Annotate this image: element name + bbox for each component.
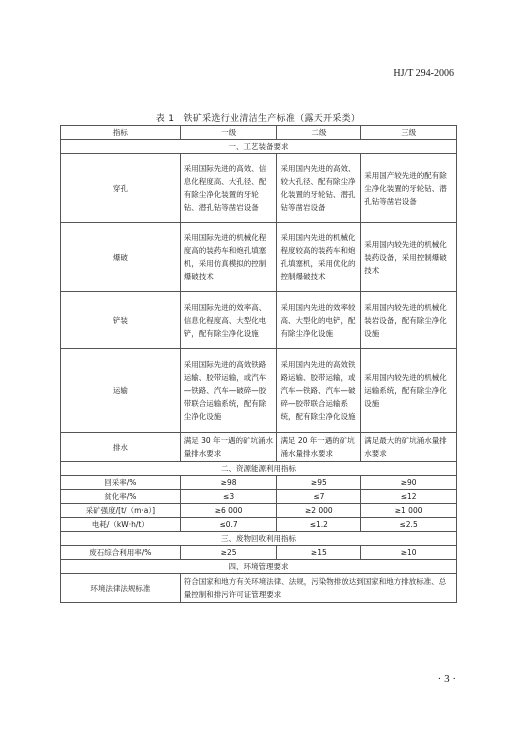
level1-cell: ≤3 — [180, 490, 277, 504]
table-row — [61, 349, 457, 433]
level3-cell: ≤12 — [361, 490, 457, 504]
all-levels-cell: 符合国家和地方有关环境法律、法规，污染物排放达到国家和地方排放标准、总量控制和排污许可证管理要求 — [180, 574, 456, 603]
level2-cell: ≤7 — [277, 490, 361, 504]
level1-cell: 满足 30 年一遇的矿坑涌水量排水要求 — [180, 433, 277, 462]
section-title-management: 四、环境管理要求 — [61, 560, 457, 574]
level1-cell: ≥6 000 — [180, 504, 277, 518]
level2-cell: 采用国内先进的高效铁路运输、胶带运输，或汽车—铁路、汽车—破碎—胶带联合运输系统，配有除尘净化设施 — [277, 349, 361, 433]
table-row — [61, 574, 457, 603]
table-row — [61, 546, 457, 560]
section-title-equipment: 一、工艺装备要求 — [61, 140, 457, 154]
indicator-cell: 电耗/（kW·h/t） — [61, 518, 181, 532]
level2-cell: ≥15 — [277, 546, 361, 560]
level2-cell: ≤1.2 — [277, 518, 361, 532]
column-header-level3: 三级 — [361, 126, 457, 140]
section-row — [61, 560, 457, 574]
level2-cell: 采用国内先进的效率较高、大型化的电铲，配有除尘净化设施 — [277, 292, 361, 349]
indicator-cell: 贫化率/% — [61, 490, 181, 504]
level2-cell: 满足 20 年一遇的矿坑涌水量排水要求 — [277, 433, 361, 462]
level1-cell: 采用国际先进的效率高、信息化程度高、大型化电铲，配有除尘净化设施 — [180, 292, 277, 349]
level2-cell: ≥95 — [277, 476, 361, 490]
level3-cell: ≥10 — [361, 546, 457, 560]
indicator-cell: 爆破 — [61, 223, 181, 292]
page-number: · 3 · — [437, 673, 456, 685]
indicator-cell: 环境法律法规标准 — [61, 574, 181, 603]
indicator-cell: 采矿强度/[t/（m·a）] — [61, 504, 181, 518]
level1-cell: 采用国际先进的高效、信息化程度高、大孔径、配有除尘净化装置的牙轮钻、潜孔钻等凿岩设备 — [180, 154, 277, 223]
level3-cell: 采用国内较先进的机械化装药设备，采用控制爆破技术 — [361, 223, 457, 292]
level3-cell: 采用国内较先进的机械化运输系统，配有除尘净化设施 — [361, 349, 457, 433]
level3-cell: ≥1 000 — [361, 504, 457, 518]
column-header-indicator: 指标 — [61, 126, 181, 140]
indicator-cell: 回采率/% — [61, 476, 181, 490]
level3-cell: 采用国内较先进的机械化装岩设备，配有除尘净化设施 — [361, 292, 457, 349]
section-row — [61, 532, 457, 546]
section-title-resources: 二、资源能源利用指标 — [61, 462, 457, 476]
level2-cell: 采用国内先进的高效、较大孔径、配有除尘净化装置的牙轮钻、潜孔钻等凿岩设备 — [277, 154, 361, 223]
section-title-waste: 三、废物回收利用指标 — [61, 532, 457, 546]
level1-cell: ≥98 — [180, 476, 277, 490]
indicator-cell: 运输 — [61, 349, 181, 433]
table-row — [61, 476, 457, 490]
indicator-cell: 废石综合利用率/% — [61, 546, 181, 560]
indicator-cell: 排水 — [61, 433, 181, 462]
level1-cell: 采用国际先进的高效铁路运输、胶带运输，或汽车—铁路、汽车—破碎—胶带联合运输系统，配有除尘净化设施 — [180, 349, 277, 433]
clean-production-standard-table — [60, 125, 457, 603]
table-row — [61, 292, 457, 349]
table-row — [61, 504, 457, 518]
indicator-cell: 铲装 — [61, 292, 181, 349]
table-row — [61, 154, 457, 223]
level1-cell: ≥25 — [180, 546, 277, 560]
level3-cell: 满足最大的矿坑涌水量排水要求 — [361, 433, 457, 462]
level1-cell: 采用国际先进的机械化程度高的装药车和炮孔填塞机，采用仿真模拟的控制爆破技术 — [180, 223, 277, 292]
table-row — [61, 490, 457, 504]
table-row — [61, 433, 457, 462]
section-row — [61, 140, 457, 154]
table-row — [61, 223, 457, 292]
level2-cell: ≥2 000 — [277, 504, 361, 518]
standard-code: HJ/T 294-2006 — [393, 68, 454, 79]
indicator-cell: 穿孔 — [61, 154, 181, 223]
level3-cell: 采用国产较先进的配有除尘净化装置的牙轮钻、潜孔钻等凿岩设备 — [361, 154, 457, 223]
table-title: 表 1 铁矿采选行业清洁生产标准（露天开采类） — [155, 114, 361, 124]
level1-cell: ≤0.7 — [180, 518, 277, 532]
level3-cell: ≥90 — [361, 476, 457, 490]
table-header-row — [61, 126, 457, 140]
level3-cell: ≤2.5 — [361, 518, 457, 532]
table-row — [61, 518, 457, 532]
column-header-level2: 二级 — [277, 126, 361, 140]
column-header-level1: 一级 — [180, 126, 277, 140]
section-row — [61, 462, 457, 476]
level2-cell: 采用国内先进的机械化程度较高的装药车和炮孔填塞机，采用优化的控制爆破技术 — [277, 223, 361, 292]
